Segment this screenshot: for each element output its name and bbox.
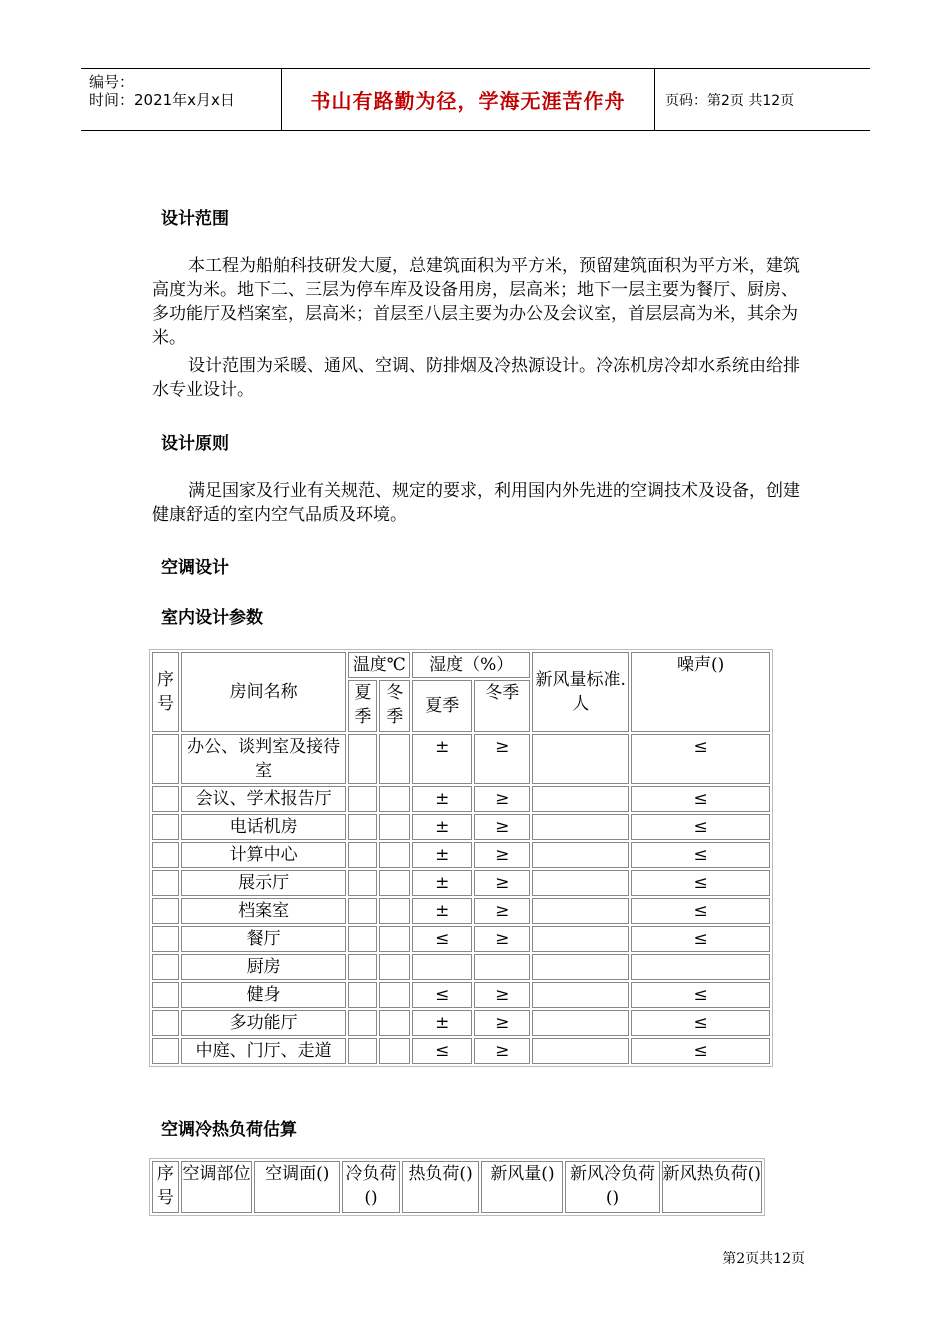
- header-page-cell: [655, 69, 870, 130]
- header-motto-cell: [282, 69, 655, 130]
- cell-temp-winter: [379, 954, 410, 980]
- cell-temp-winter: [379, 1038, 410, 1064]
- cell-humid-winter: ≥: [474, 926, 530, 952]
- cell-noise: ≤: [631, 842, 770, 868]
- cell-humid-winter: [474, 954, 530, 980]
- table-row: [152, 786, 770, 812]
- cell-humid-winter: ≥: [474, 898, 530, 924]
- table-row: [152, 870, 770, 896]
- cell-room: 厨房: [181, 954, 346, 980]
- cell-temp-winter: [379, 1010, 410, 1036]
- cell-no: [152, 926, 179, 952]
- header-cell-no: 序号: [152, 652, 179, 732]
- cell-fresh-air: [532, 786, 629, 812]
- cell-no: [152, 954, 179, 980]
- section-title-indoor-params: 室内设计参数: [161, 608, 263, 628]
- cell-room: 多功能厅: [181, 1010, 346, 1036]
- cell-fresh-air: [532, 898, 629, 924]
- header-page-number: 页码：第2页 共12页: [665, 92, 795, 109]
- cell-humid-summer: ≤: [412, 926, 472, 952]
- cell-room: 餐厅: [181, 926, 346, 952]
- cell-room: 中庭、门厅、走道: [181, 1038, 346, 1064]
- header-motto: 书山有路勤为径，学海无涯苦作舟: [310, 89, 626, 113]
- cell-no: [152, 1038, 179, 1064]
- cell-no: [152, 786, 179, 812]
- load-header-fresh-heating: 新风热负荷(): [662, 1161, 762, 1213]
- cell-temp-winter: [379, 926, 410, 952]
- cell-fresh-air: [532, 1010, 629, 1036]
- table-row: [152, 898, 770, 924]
- page-footer: 第2页共12页: [722, 1251, 805, 1267]
- cell-noise: ≤: [631, 1010, 770, 1036]
- paragraph-scope-2: 设计范围为采暖、通风、空调、防排烟及冷热源设计。冷冻机房冷却水系统由给排水专业设计。: [152, 356, 800, 400]
- paragraph-scope-1: 本工程为船舶科技研发大厦，总建筑面积为平方米，预留建筑面积为平方米，建筑高度为米。地下二、三层为停车库及设备用房，层高米；地下一层主要为餐厅、厨房、多功能厅及档案室，层高米；首层至八层主要为办公及会议室，首层层高为米，其余为米。: [152, 256, 800, 348]
- section-title-load-estimate: 空调冷热负荷估算: [161, 1120, 297, 1140]
- cell-no: [152, 814, 179, 840]
- cell-temp-summer: [348, 1010, 377, 1036]
- cell-room: 展示厅: [181, 870, 346, 896]
- cell-noise: ≤: [631, 786, 770, 812]
- cell-temp-winter: [379, 842, 410, 868]
- cell-noise: ≤: [631, 734, 770, 784]
- cell-temp-summer: [348, 926, 377, 952]
- indoor-params-table: [149, 649, 773, 1067]
- load-header-area-part: 空调部位: [181, 1161, 253, 1213]
- table-row: [152, 1038, 770, 1064]
- cell-fresh-air: [532, 814, 629, 840]
- cell-humid-summer: ±: [412, 814, 472, 840]
- cell-humid-summer: [412, 954, 472, 980]
- header-cell-humid-summer: 夏季: [412, 680, 472, 732]
- cell-humid-winter: ≥: [474, 842, 530, 868]
- cell-humid-summer: ±: [412, 1010, 472, 1036]
- cell-humid-summer: ±: [412, 842, 472, 868]
- header-cell-humid-winter: 冬季: [474, 680, 530, 732]
- cell-humid-summer: ±: [412, 870, 472, 896]
- table-row: [152, 814, 770, 840]
- load-header-area-size: 空调面(): [254, 1161, 340, 1213]
- load-estimate-table: [149, 1158, 765, 1216]
- cell-noise: ≤: [631, 926, 770, 952]
- document-time: 时间：2021年x月x日: [89, 91, 235, 109]
- table-row: [152, 982, 770, 1008]
- cell-temp-summer: [348, 842, 377, 868]
- cell-humid-winter: ≥: [474, 814, 530, 840]
- cell-temp-summer: [348, 954, 377, 980]
- header-cell-temp-summer: 夏季: [348, 680, 377, 732]
- load-header-fresh-cooling: 新风冷负荷(): [565, 1161, 659, 1213]
- cell-humid-winter: ≥: [474, 1010, 530, 1036]
- table-row: [152, 1010, 770, 1036]
- cell-temp-summer: [348, 982, 377, 1008]
- cell-noise: ≤: [631, 870, 770, 896]
- cell-room: 计算中心: [181, 842, 346, 868]
- paragraph-principle: 满足国家及行业有关规范、规定的要求，利用国内外先进的空调技术及设备，创建健康舒适的室内空气品质及环境。: [152, 481, 800, 525]
- table-row: [152, 926, 770, 952]
- cell-humid-winter: ≥: [474, 870, 530, 896]
- cell-humid-winter: ≥: [474, 734, 530, 784]
- cell-fresh-air: [532, 870, 629, 896]
- cell-room: 档案室: [181, 898, 346, 924]
- cell-fresh-air: [532, 982, 629, 1008]
- cell-humid-winter: ≥: [474, 1038, 530, 1064]
- cell-temp-summer: [348, 734, 377, 784]
- cell-temp-summer: [348, 1038, 377, 1064]
- cell-noise: ≤: [631, 1038, 770, 1064]
- cell-humid-summer: ±: [412, 734, 472, 784]
- cell-temp-winter: [379, 814, 410, 840]
- cell-room: 办公、谈判室及接待室: [181, 734, 346, 784]
- cell-temp-winter: [379, 786, 410, 812]
- cell-no: [152, 734, 179, 784]
- cell-noise: ≤: [631, 814, 770, 840]
- cell-no: [152, 870, 179, 896]
- load-header-heating: 热负荷(): [402, 1161, 480, 1213]
- header-cell-noise: 噪声(): [631, 652, 770, 732]
- header-cell-fresh-air: 新风量标准.人: [532, 652, 629, 732]
- cell-fresh-air: [532, 954, 629, 980]
- table-row: [152, 734, 770, 784]
- cell-room: 电话机房: [181, 814, 346, 840]
- cell-temp-winter: [379, 982, 410, 1008]
- load-header-cooling: 冷负荷(): [342, 1161, 399, 1213]
- cell-room: 会议、学术报告厅: [181, 786, 346, 812]
- cell-noise: ≤: [631, 898, 770, 924]
- cell-humid-winter: ≥: [474, 982, 530, 1008]
- section-title-principle: 设计原则: [161, 434, 229, 454]
- cell-noise: ≤: [631, 982, 770, 1008]
- document-number: 编号：: [89, 73, 135, 91]
- cell-temp-summer: [348, 814, 377, 840]
- cell-humid-summer: ≤: [412, 982, 472, 1008]
- cell-fresh-air: [532, 1038, 629, 1064]
- cell-humid-summer: ±: [412, 786, 472, 812]
- table-row: [152, 842, 770, 868]
- section-title-ac-design: 空调设计: [161, 558, 229, 578]
- cell-temp-winter: [379, 870, 410, 896]
- cell-no: [152, 898, 179, 924]
- cell-temp-winter: [379, 898, 410, 924]
- cell-humid-summer: ≤: [412, 1038, 472, 1064]
- header-meta-cell: [81, 69, 282, 130]
- cell-fresh-air: [532, 926, 629, 952]
- section-title-scope: 设计范围: [161, 209, 229, 229]
- header-cell-room: 房间名称: [181, 652, 346, 732]
- header-cell-temp-winter: 冬季: [379, 680, 410, 732]
- cell-fresh-air: [532, 734, 629, 784]
- header-cell-temp: 温度℃: [348, 652, 410, 678]
- cell-fresh-air: [532, 842, 629, 868]
- load-header-no: 序号: [152, 1161, 179, 1213]
- cell-humid-winter: ≥: [474, 786, 530, 812]
- header-cell-humid: 湿度（%）: [412, 652, 530, 678]
- table-row: [152, 954, 770, 980]
- cell-no: [152, 982, 179, 1008]
- cell-humid-summer: ±: [412, 898, 472, 924]
- cell-no: [152, 1010, 179, 1036]
- page-header: [81, 68, 870, 131]
- cell-noise: [631, 954, 770, 980]
- cell-temp-summer: [348, 786, 377, 812]
- load-header-fresh-air: 新风量(): [481, 1161, 563, 1213]
- cell-temp-summer: [348, 898, 377, 924]
- cell-no: [152, 842, 179, 868]
- cell-temp-summer: [348, 870, 377, 896]
- cell-room: 健身: [181, 982, 346, 1008]
- cell-temp-winter: [379, 734, 410, 784]
